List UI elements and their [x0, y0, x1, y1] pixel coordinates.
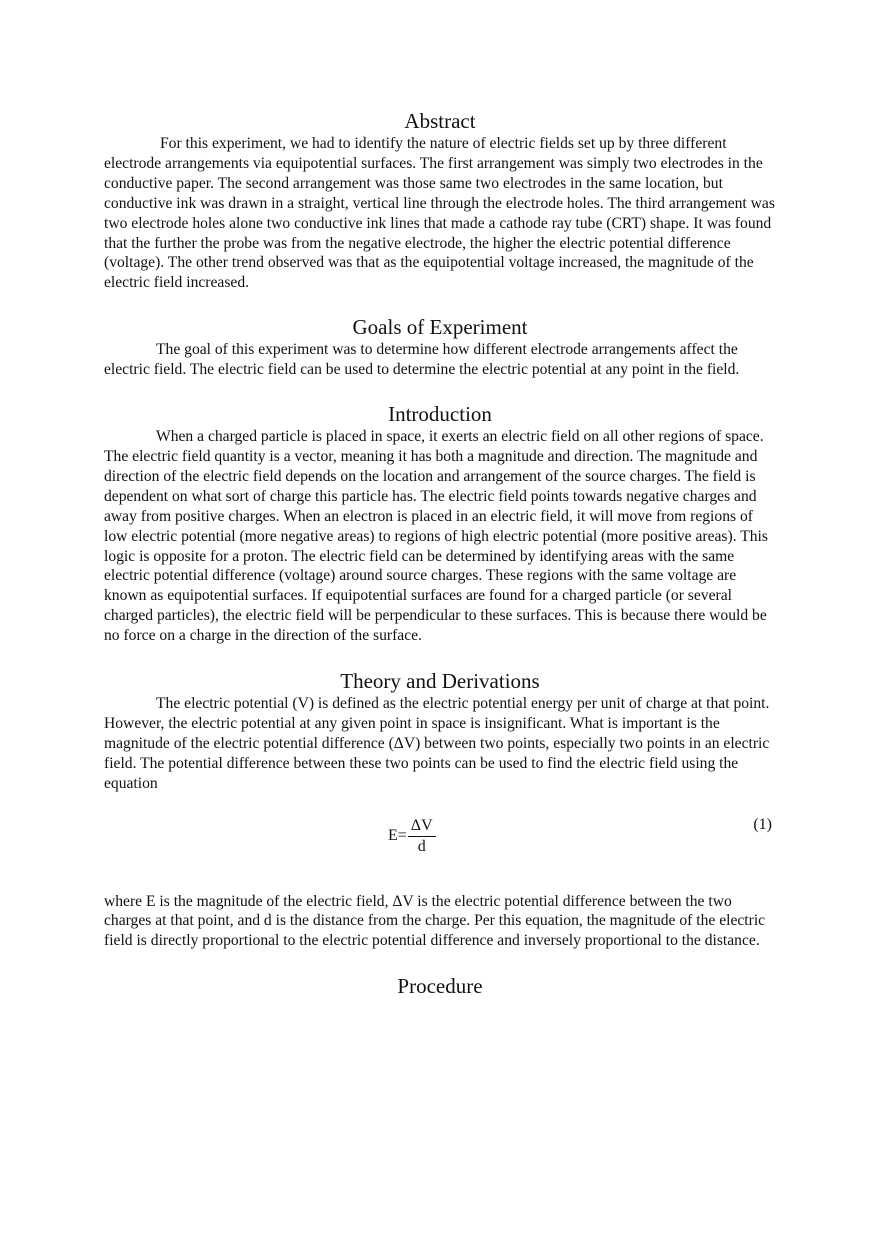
- electric-field-equation: [388, 816, 436, 857]
- document-page: [104, 108, 776, 999]
- introduction-text: When a charged particle is placed in space, it exerts an electric field on all other regions of space. The electric field quantity is a vector, meaning it has both a magnitude and direction. The magnitude and direction of the electric field depends on the location and arrangement of the source charges. The field is dependent on what sort of charge this particle has. The electric field points towards negative charges and away from positive charges. When an electron is placed in an electric field, it will move from regions of low electric potential (more negative areas) to regions of high electric potential (more positive areas). This logic is opposite for a proton. The electric field can be determined by identifying areas with the same electric potential difference (voltage) around source charges. These regions with the same voltage are known as equipotential surfaces. If equipotential surfaces are found for a charged particle (or several charged particles), the electric field will be perpendicular to these surfaces. This is because there would be no force on a charge in the direction of the surface.: [104, 428, 768, 645]
- equation-denominator: d: [417, 837, 426, 855]
- abstract-heading: Abstract: [404, 109, 476, 133]
- theory-heading: Theory and Derivations: [340, 669, 540, 694]
- introduction-heading: Introduction: [388, 402, 492, 427]
- equation-block: [104, 814, 776, 864]
- equation-fraction: [408, 816, 436, 857]
- procedure-heading: Procedure: [397, 974, 483, 999]
- abstract-text: For this experiment, we had to identify the nature of electric fields set up by three different electrode arrangements via equipotential surfaces. The first arrangement was simply two electrodes in the conductive paper. The second arrangement was those same two electrodes in the same location, but conductive ink was drawn in a straight, vertical line through the electrode holes. The third arrangement was two electrode holes alone two conductive ink lines that made a cathode ray tube (CRT) shape. It was found that the further the probe was from the negative electrode, the higher the electric potential difference (voltage). The other trend observed was that as the equipotential voltage increased, the magnitude of the electric field increased.: [104, 135, 775, 292]
- equation-lhs: E=: [388, 827, 407, 845]
- equation-number: (1): [753, 815, 772, 833]
- goals-heading: Goals of Experiment: [352, 315, 528, 340]
- equation-numerator: ΔV: [408, 816, 436, 837]
- theory-text-2: where E is the magnitude of the electric field, ΔV is the electric potential difference between the two charges at that point, and d is the distance from the charge. Per this equation, the magnitude of the electric field is directly proportional to the electric potential difference and inversely proportional to the distance.: [104, 892, 766, 950]
- goals-text: The goal of this experiment was to determine how different electrode arrangements affect the electric field. The electric field can be used to determine the electric potential at any point in the field.: [104, 341, 740, 379]
- theory-text-1: The electric potential (V) is defined as the electric potential energy per unit of charge at that point. However, the electric potential at any given point in space is insignificant. What is important is the magnitude of the electric potential difference (ΔV) between two points, especially two points in an electric field. The potential difference between these two points can be used to find the electric field using the equation: [104, 695, 770, 792]
